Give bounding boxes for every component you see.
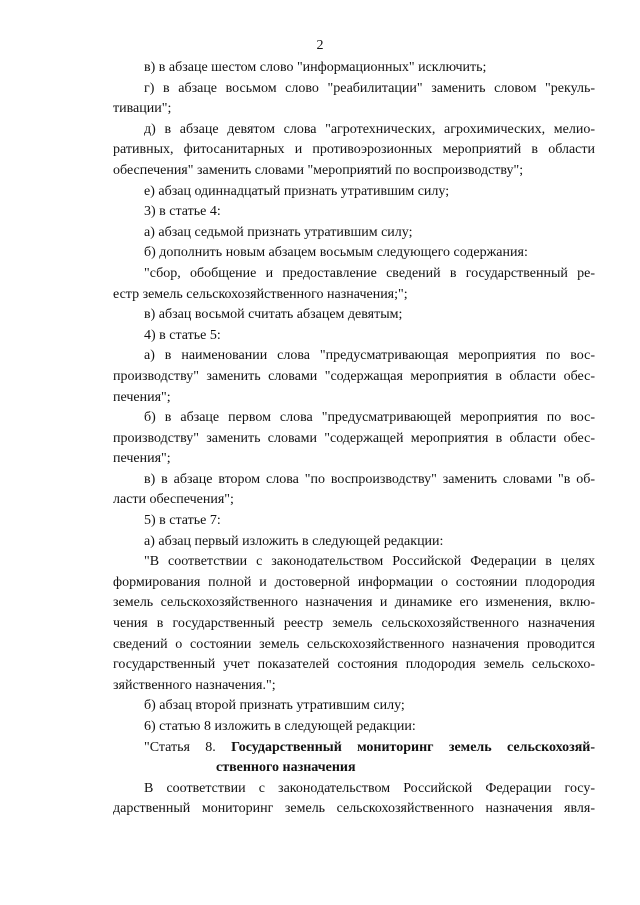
article-title-continuation: ственного назначения [216, 760, 356, 776]
paragraph-line: зяйственного назначения."; [113, 677, 276, 693]
document-body [113, 58, 595, 820]
paragraph-line: формирования полной и достоверной информации о состоянии плодородия [113, 574, 595, 590]
paragraph-line: обеспечения" заменить словами "мероприятий по воспроизводству"; [113, 162, 524, 178]
paragraph: 3) в статье 4: [144, 204, 221, 220]
paragraph-line: "В соответствии с законодательством Российской Федерации в целях [144, 554, 595, 570]
paragraph: 5) в статье 7: [144, 513, 221, 529]
paragraph-line: государственный учет показателей состояния плодородия земель сельскохо- [113, 657, 595, 673]
paragraph-line: печения"; [113, 451, 171, 467]
paragraph-line: а) в наименовании слова "предусматривающая мероприятия по вос- [144, 348, 595, 364]
paragraph: 4) в статье 5: [144, 327, 221, 343]
paragraph: в) абзац восьмой считать абзацем девятым; [144, 307, 403, 323]
paragraph-line: д) в абзаце девятом слова "агротехнических, агрохимических, мелио- [144, 121, 595, 137]
article-prefix: "Статья 8. [144, 739, 216, 755]
paragraph-line: ласти обеспечения"; [113, 492, 234, 508]
paragraph-line: ративных, фитосанитарных и противоэрозионных мероприятий в области [113, 142, 595, 158]
paragraph-line: производству" заменить словами "содержащей мероприятия в области обес- [113, 430, 595, 446]
paragraph: а) абзац седьмой признать утратившим силу; [144, 224, 413, 240]
paragraph-line: печения"; [113, 389, 171, 405]
paragraph-line: производству" заменить словами "содержащая мероприятия в области обес- [113, 368, 595, 384]
article-title: Государственный мониторинг земель сельскохозяй- [231, 739, 595, 755]
paragraph-line: тивации"; [113, 101, 172, 117]
paragraph-line: чения в государственный реестр земель сельскохозяйственного назначения [113, 616, 595, 632]
paragraph: б) дополнить новым абзацем восьмым следующего содержания: [144, 245, 528, 261]
paragraph: е) абзац одиннадцатый признать утратившим силу; [144, 183, 450, 199]
paragraph: в) в абзаце шестом слово "информационных" исключить; [144, 60, 487, 75]
article-heading [113, 738, 595, 759]
paragraph-line: земель сельскохозяйственного назначения и динамике его изменения, вклю- [113, 595, 595, 611]
paragraph-line: г) в абзаце восьмом слово "реабилитации" заменить словом "рекуль- [144, 80, 595, 96]
paragraph-line: естр земель сельскохозяйственного назначения;"; [113, 286, 408, 302]
paragraph: а) абзац первый изложить в следующей редакции: [144, 533, 444, 549]
paragraph: б) абзац второй признать утратившим силу; [144, 698, 405, 714]
paragraph-line: В соответствии с законодательством Российской Федерации госу- [144, 780, 595, 796]
paragraph: 6) статью 8 изложить в следующей редакции: [144, 719, 416, 734]
paragraph-line: "сбор, обобщение и предоставление сведений в государственный ре- [144, 265, 595, 281]
paragraph-line: сведений о состоянии земель сельскохозяйственного назначения проводится [113, 636, 595, 652]
paragraph-line: в) в абзаце втором слова "по воспроизводству" заменить словами "в об- [144, 471, 595, 487]
paragraph-line: дарственный мониторинг земель сельскохозяйственного назначения явля- [113, 801, 595, 817]
page-number: 2 [316, 38, 324, 53]
paragraph-line: б) в абзаце первом слова "предусматривающей мероприятия по вос- [144, 410, 595, 426]
